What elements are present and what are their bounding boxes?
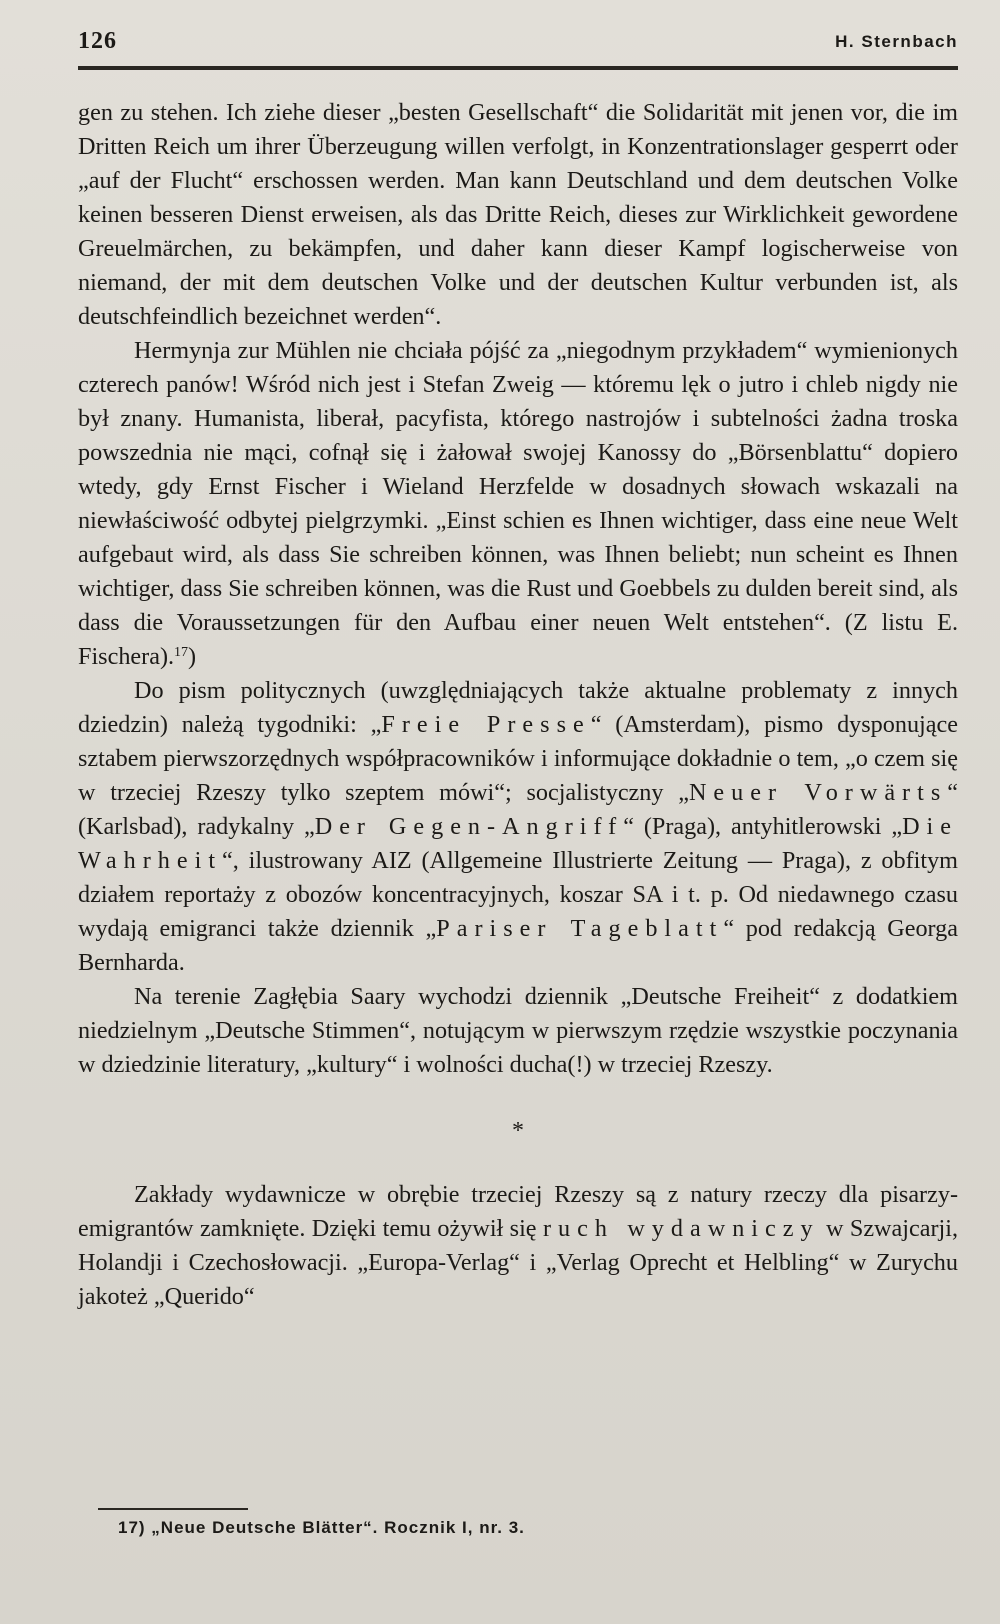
title-freie-presse: Freie Presse [381,711,591,738]
paragraph-zweig [78,334,958,674]
section-separator: * [512,1118,524,1144]
text-run: “ pod redakcją Georga Bernharda. [78,915,959,976]
running-head-author: H. Sternbach [835,32,958,51]
title-neuer-vorwaerts: Neuer Vorwärts [688,779,948,806]
text-run: “ (Amsterdam), pismo dysponujące sztabem pierwszorzędnych współpracowników i informujące dokładnie o tem, „o czem się w trzeciej Rzeszy tylko szeptem mówi“; socjalistyczny „ [78,711,958,806]
footnote-ref: 17 [174,645,189,660]
title-pariser-tageblatt: Pariser Tageblatt [436,915,724,942]
text-run: Do pism politycznych (uwzględniających także aktualne problematy z innych dziedzin) należą tygodniki: „ [78,677,958,738]
text-run: w Szwajcarji, Holandji i Czechosłowacji. „Europa-Verlag“ i „Verlag Oprecht et Helbling“ w Zurychu jakoteż „Querido“ [78,1215,958,1310]
title-die-wahrheit: Die Wahrheit [78,813,959,874]
page-header [78,28,958,70]
title-der-gegen-angriff: Der Gegen-Angriff [314,813,624,840]
paragraph-zweig-end: ) [188,643,197,670]
text-run: Zakłady wydawnicze w obrębie trzeciej Rzeszy są z natury rzeczy dla pisarzy-emigrantów zamknięte. Dzięki temu ożywił się [78,1181,958,1242]
paragraph-publishers [78,1178,958,1314]
text-run: “ (Praga), antyhitlerowski „ [623,813,903,840]
paragraph-german-quote: gen zu stehen. Ich ziehe dieser „besten Gesellschaft“ die Solidarität mit jenen vor, die im Dritten Reich um ihrer Überzeugung willen verfolgt, in Konzentrationslager gesperrt oder „auf der Flucht“ erschossen werden. Man kann Deutschland und dem deutschen Volke keinen besseren Dienst erweisen, als das Dritte Reich, dieses zur Wirklichkeit gewordene Greuelmärchen, zu bekämpfen, und daher kann dieser Kampf logischerweise von niemand, der mit dem deutschen Volke und der deutschen Kultur verbunden ist, als deutschfeindlich bezeichnet werden“. [78,99,958,330]
paragraph-saar: Na terenie Zagłębia Saary wychodzi dziennik „Deutsche Freiheit“ z dodatkiem niedzielnym „Deutsche Stimmen“, notującym w pierwszym rzędzie wszystkie poczynania w dziedzinie literatury, „kultury“ i wolności ducha(!) w trzeciej Rzeszy. [78,983,958,1078]
paragraph-zweig-text: Hermynja zur Mühlen nie chciała pójść za „niegodnym przykładem“ wymienionych czterech panów! Wśród nich jest i Stefan Zweig — któremu lęk o jutro i chleb nigdy nie był znany. Humanista, liberał, pacyfista, którego nastrojów i subtelności żadna troska powszednia nie mąci, cofnął się i żałował swojej Kanossy do „Börsenblattu“ dopiero wtedy, gdy Ernst Fischer i Wieland Herzfelde w dosadnych słowach wskazali na niewłaściwość odbytej pielgrzymki. „Einst schien es Ihnen wichtiger, dass eine neue Welt aufgebaut wird, als dass Sie schreiben können, was Ihnen beliebt; nun scheint es Ihnen wichtiger, dass Sie schreiben können, was die Rust und Goebbels zu dulden bereit sind, als dass die Voraussetzungen für den Aufbau einer neuen Welt entstehen“. (Z listu E. Fischera). [78,337,958,670]
text-run: “ (Karlsbad), radykalny „ [78,779,958,840]
paragraph-political-press [78,674,958,980]
emphasis-ruch-wydawniczy: ruch wydawniczy [542,1215,820,1242]
footnote-rule [98,1508,248,1510]
body-text [78,96,958,1314]
header-rule [78,66,958,70]
footnote: 17) „Neue Deutsche Blätter“. Rocznik I, nr. 3. [118,1518,525,1537]
text-run: “, ilustrowany AIZ (Allgemeine Illustrierte Zeitung — Praga), z obfitym działem reportaży z obozów koncentracyjnych, koszar SA i t. p. Od niedawnego czasu wydają emigranci także dziennik „ [78,847,958,942]
page-number: 126 [78,28,117,54]
